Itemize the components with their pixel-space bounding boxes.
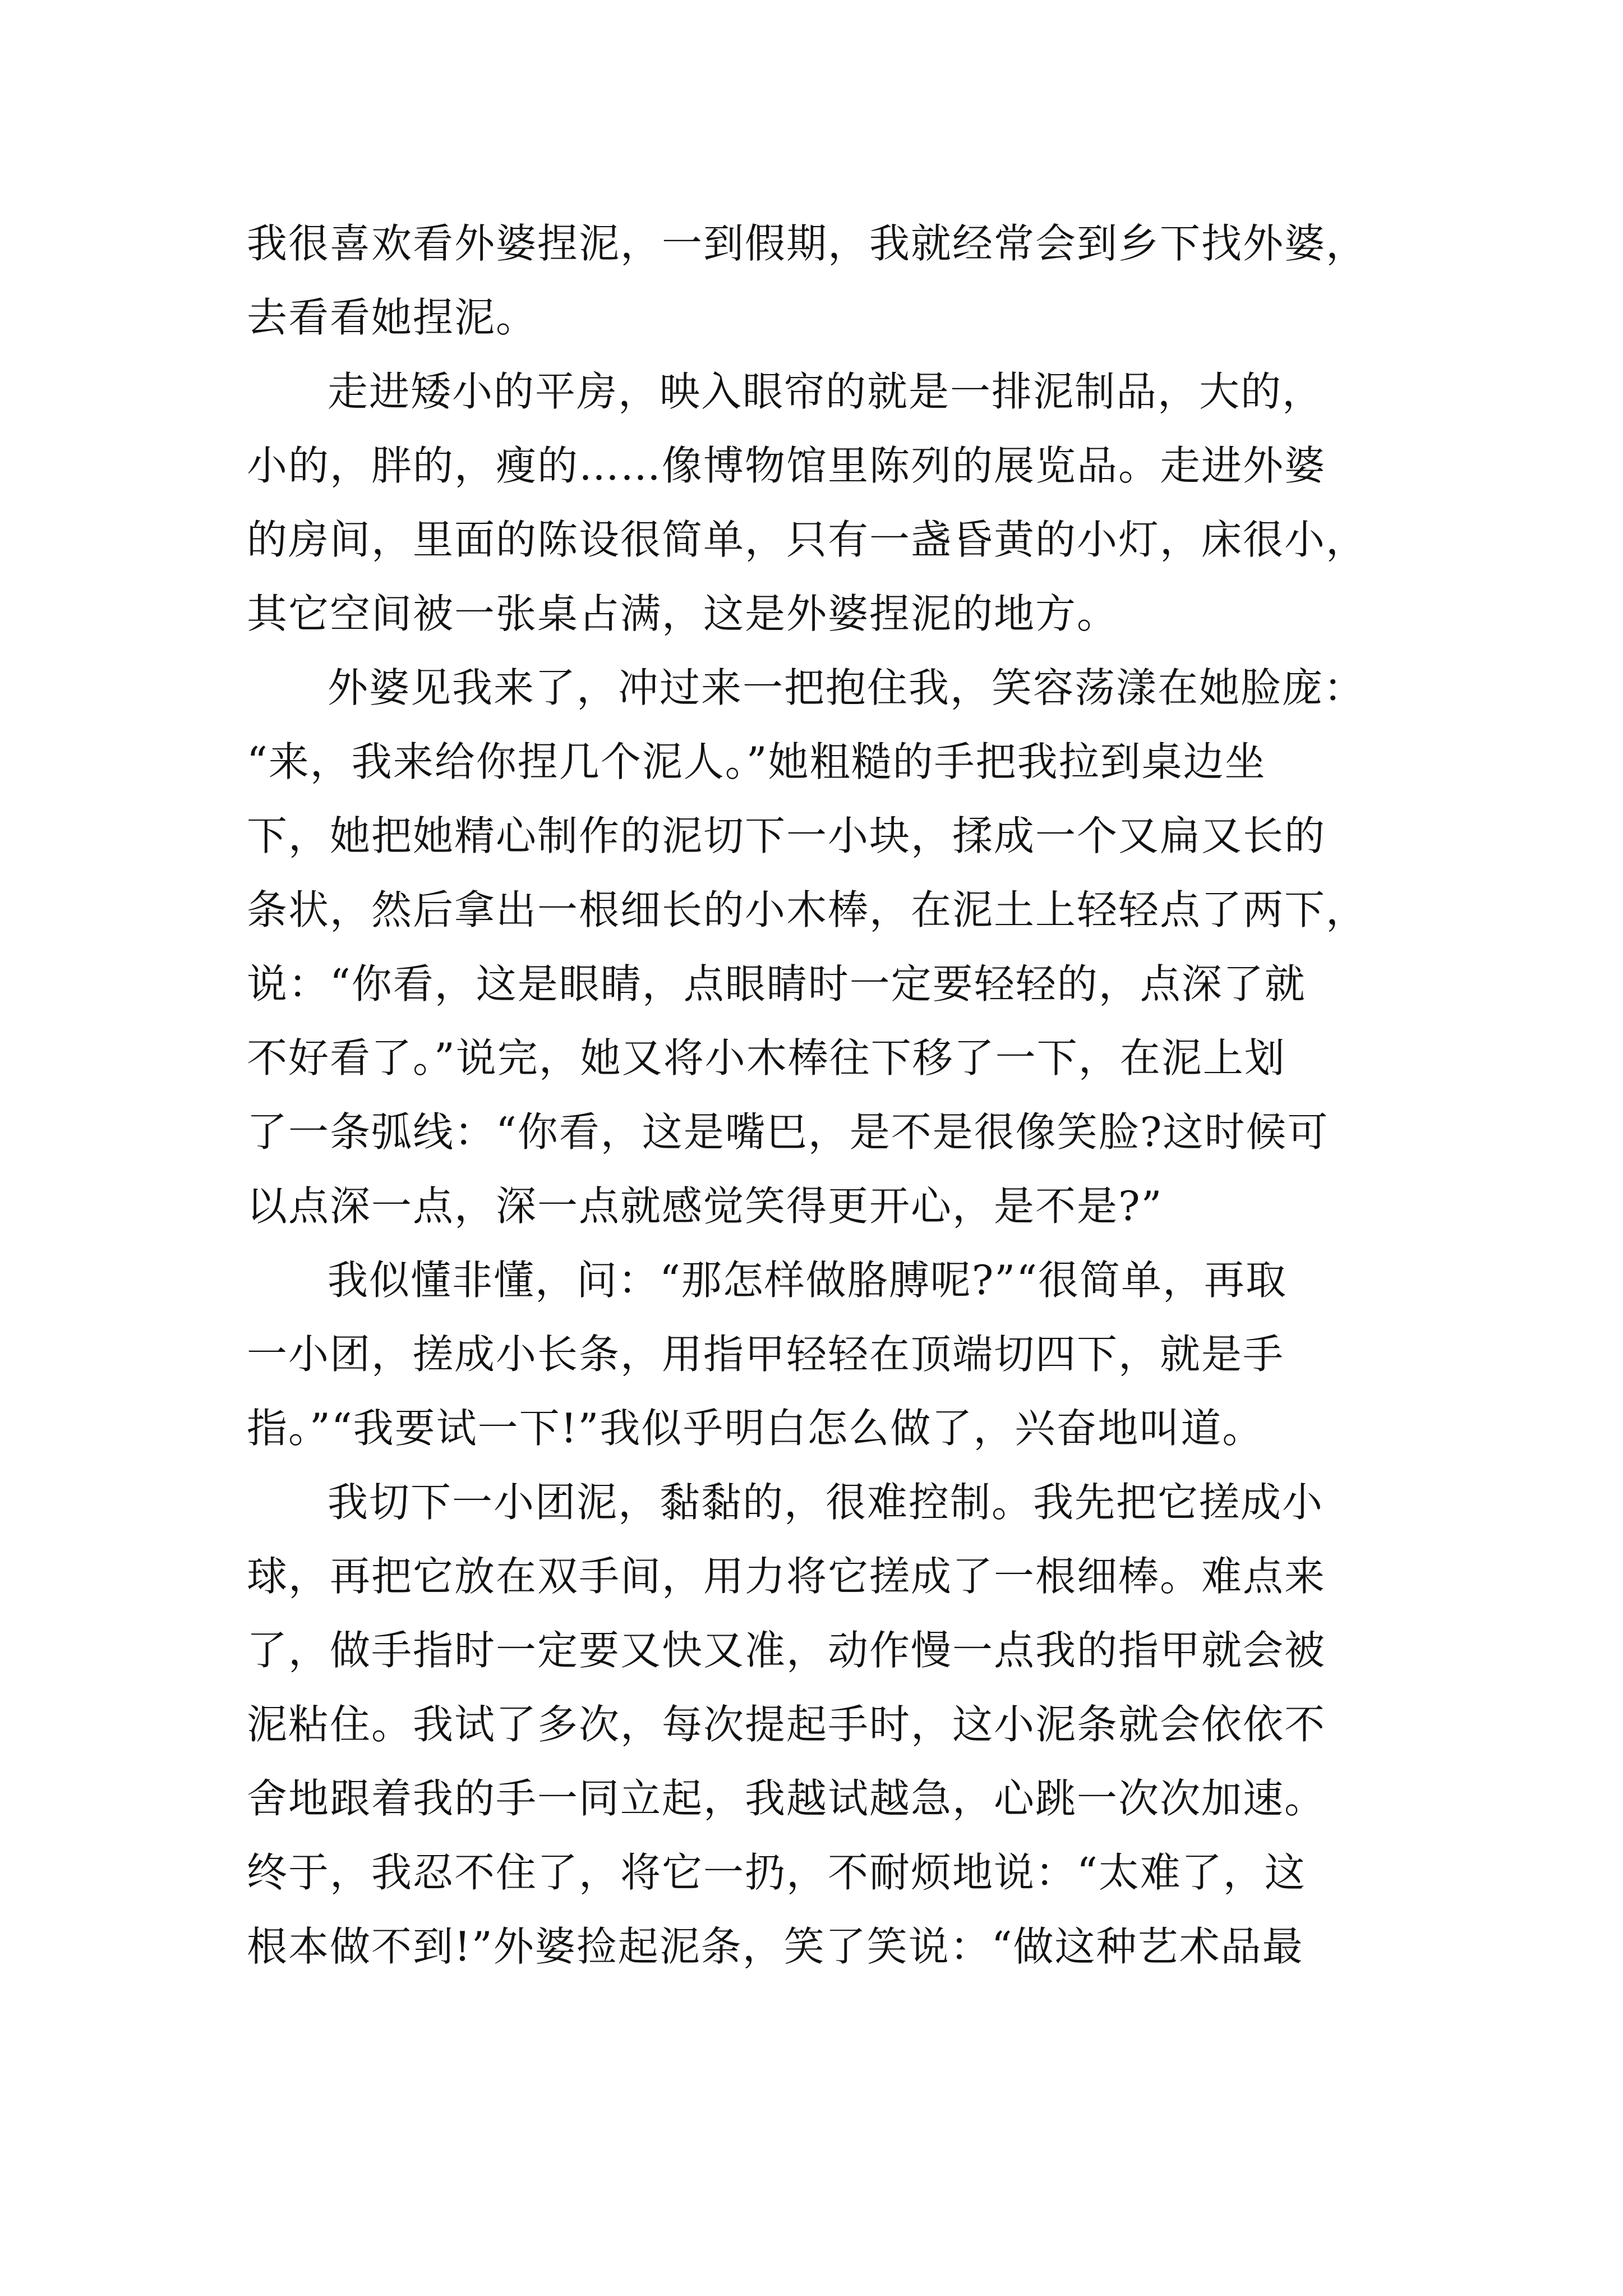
text-line: “来，我来给你捏几个泥人。”她粗糙的手把我拉到桌边坐 [247, 738, 1266, 785]
text-line: 指。”“我要试一下!”我似乎明白怎么做了，兴奋地叫道。 [247, 1405, 1264, 1452]
text-line: 我很喜欢看外婆捏泥，一到假期，我就经常会到乡下找外婆， [247, 220, 1368, 267]
paragraph-first-line: 我切下一小团泥，黏黏的，很难控制。我先把它搓成小 [328, 1479, 1324, 1526]
text-line: 了一条弧线：“你看，这是嘴巴，是不是很像笑脸?这时候可 [247, 1108, 1329, 1156]
text-line: 去看看她捏泥。 [247, 294, 538, 341]
text-line: 不好看了。”说完，她又将小木棒往下移了一下，在泥上划 [247, 1034, 1286, 1082]
text-line: 说：“你看，这是眼睛，点眼睛时一定要轻轻的，点深了就 [247, 960, 1306, 1007]
text-line: 泥粘住。我试了多次，每次提起手时，这小泥条就会依依不 [247, 1701, 1326, 1748]
text-line: 舍地跟着我的手一同立起，我越试越急，心跳一次次加速。 [247, 1775, 1326, 1822]
text-line: 小的，胖的，瘦的……像博物馆里陈列的展览品。走进外婆 [247, 442, 1326, 489]
paragraph-first-line: 走进矮小的平房，映入眼帘的就是一排泥制品，大的， [328, 368, 1324, 415]
paragraph-first-line: 外婆见我来了，冲过来一把抱住我，笑容荡漾在她脸庞： [328, 664, 1366, 711]
text-line: 一小团，搓成小长条，用指甲轻轻在顶端切四下，就是手 [247, 1331, 1285, 1378]
text-line: 条状，然后拿出一根细长的小木棒，在泥土上轻轻点了两下， [247, 886, 1368, 933]
text-line: 下，她把她精心制作的泥切下一小块，揉成一个又扁又长的 [247, 812, 1326, 859]
text-line: 球，再把它放在双手间，用力将它搓成了一根细棒。难点来 [247, 1553, 1326, 1600]
paragraph-first-line: 我似懂非懂，问：“那怎样做胳膊呢?”“很简单，再取 [328, 1257, 1288, 1304]
text-line: 终于，我忍不住了，将它一扔，不耐烦地说：“太难了，这 [247, 1849, 1306, 1896]
text-line: 其它空间被一张桌占满，这是外婆捏泥的地方。 [247, 590, 1119, 637]
text-line: 根本做不到!”外婆捡起泥条，笑了笑说：“做这种艺术品最 [247, 1923, 1304, 1970]
text-line: 以点深一点，深一点就感觉笑得更开心，是不是?” [247, 1182, 1163, 1230]
text-line: 了，做手指时一定要又快又准，动作慢一点我的指甲就会被 [247, 1627, 1326, 1674]
text-line: 的房间，里面的陈设很简单，只有一盏昏黄的小灯，床很小， [247, 516, 1368, 563]
